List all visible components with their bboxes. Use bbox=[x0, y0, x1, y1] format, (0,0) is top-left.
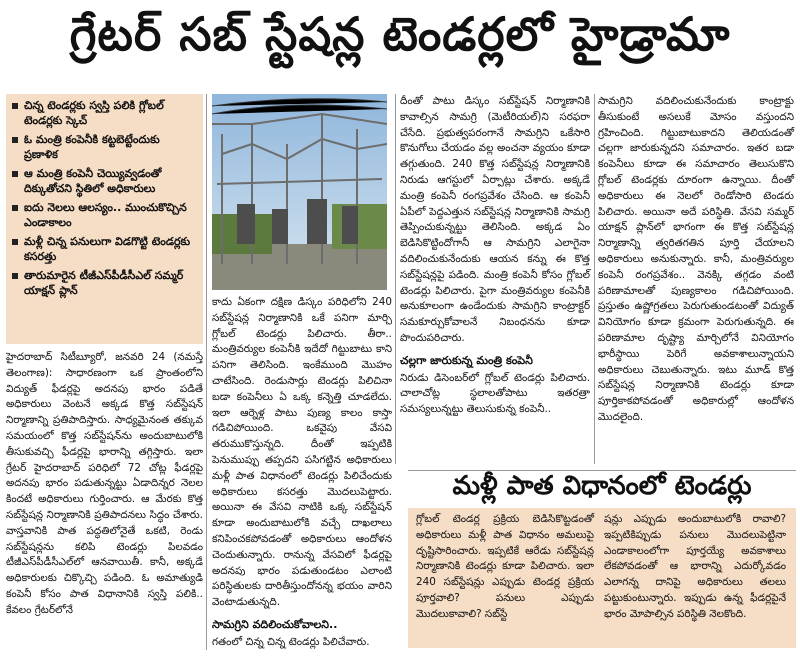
article-column-1 bbox=[6, 350, 203, 623]
substation-photo bbox=[212, 94, 387, 290]
article-paragraph: దీంతో పాటు డిస్కం సబ్‌స్టేషన్ నిర్మాణానికి కావాల్సిన సామగ్రి (మెటీరియల్)ని సరఫరా చేసేది. ప్రభుత్వపరంగానే సామగ్రిని ఒకేసారి కొనుగోలు చేయడం వల్ల అంచనా వ్యయం కూడా తగ్గుతుంది. 240 కొత్త సబ్‌స్టేషన్ల నిర్మాణానికి నిరుడు ఆగస్టులో ఏర్పాట్లు చేశారు. అక్కడే మంత్రి కంపెనీ రంగప్రవేశం చేసింది. ఆ కంపెనీ ఏపీలో పెద్దఎత్తున సబ్‌స్టేషన్ల నిర్మాణానికి సామగ్రి తెప్పించుకున్నట్టు తెలిసింది. అక్కడ ఏం బెడిసికొట్టిందోగానీ ఆ సామగ్రిని ఎలాగైనా వదిలించుకునేందుకు ఆయన కన్ను ఈ కొత్త సబ్‌స్టేషన్లపై పడింది. మంత్రి కంపెనీ కోసం గ్లోబల్ టెండర్లు పిలిచారు. పైగా మంత్రివర్యుల కంపెనీకి అనుకూలంగా ఉండేందుకు సామగ్రిని కాంట్రాక్టర్ సమకూర్చుకోవాలనే నిబంధనను కూడా పొందుపరిచారు. bbox=[400, 95, 590, 344]
subheading: సామగ్రిని వదిలించుకోవాలని.. bbox=[212, 617, 338, 631]
highlight-text: ఐదు నెలలు ఆలస్యం.. ముంచుకొచ్చిన ఎండాకాలం bbox=[24, 201, 187, 229]
bullet-icon bbox=[12, 103, 18, 109]
highlight-text: మళ్లీ చిన్న పనులుగా విడగొట్టి టెండర్లకు కసరత్తు bbox=[24, 235, 191, 263]
article-column-4 bbox=[598, 94, 794, 430]
column-divider bbox=[206, 94, 207, 650]
highlight-item bbox=[12, 98, 197, 128]
article-paragraph: సామగ్రిని వదిలించుకునేందుకు కాంట్రాక్టు తీసుకుంటే అసలుకే మోసం వస్తుందని గ్రహించింది. గిట్టుబాటుకాదని తెలియడంతో చల్లగా జారుకున్నదని సమాచారం. ఇతర బడా కంపెనీలు కూడా ఈ సమాచారం తెలుసుకొని గ్లోబల్ టెండర్లకు దూరంగా ఉన్నాయి. దీంతో అధికారులు ఈ నెలలో రెండోసారి టెండరు పిలిచారు. అయినా అదే పరిస్థితి. వేసవి సమ్మర్ యాక్షన్ ప్లాన్‌లో భాగంగా ఈ కొత్త సబ్‌స్టేషన్ల నిర్మాణాన్ని త్వరితగతిన పూర్తి చేయాలని అధికారులు అనుకున్నారు. కానీ, మంత్రివర్యుల కంపెనీ రంగప్రవేశం.. వెనక్కి తగ్గడం వంటి పరిణామాలతో పుణ్యకాలం గడిచిపోయింది. ప్రస్తుతం ఉష్ణోగ్రతలు పెరుగుతుండటంతో విద్యుత్ వినియోగం కూడా క్రమంగా పెరుగుతున్నది. ఈ పరిణామాల దృష్ట్యా మార్చిలోనే వినియోగం భారీస్థాయి పెరిగే అవకాశాలున్నాయని అధికారులు చెబుతున్నారు. ఇటు మూడ్ కొత్త సబ్‌స్టేషన్ల నిర్మాణానికి టెండర్లు కూడా పూర్తికాకపోవడంతో అధికారుల్లో ఆందోళన మొదలైంది. bbox=[598, 95, 794, 423]
article-paragraph: నిరుడు డిసెంబర్‌లో గ్లోబల్ టెండర్లు పిలిచారు. చాలాచోట్ల స్థలాలతోపాటు ఇతరత్రా సమస్యలున్నట్టు తెలుసుకున్న కంపెనీ.. bbox=[400, 371, 590, 416]
highlight-text: చిన్న టెండర్లకు స్వస్తి పలికి గ్లోబల్ టెండర్లకు స్కెచ్ bbox=[24, 99, 164, 127]
box-column-left bbox=[416, 512, 594, 627]
bullet-icon bbox=[12, 273, 18, 279]
highlight-item bbox=[12, 166, 197, 196]
highlights-box bbox=[6, 94, 203, 344]
highlight-text: ఓ మంత్రి కంపెనీకి కట్టబెట్టేందుకు ప్రణాళిక bbox=[24, 133, 160, 161]
bullet-icon bbox=[12, 137, 18, 143]
column-divider bbox=[594, 94, 595, 464]
article-paragraph: హైదరాబాద్ సిటీబ్యూరో, జనవరి 24 (నమస్తే తెలంగాణ): సాధారణంగా ఒక ప్రాంతంలోని విద్యుత్ ఫీడర్లపై అదనపు భారం పడితే అధికారులు వెంటనే అక్కడ కొత్త సబ్‌స్టేషన్ నిర్మాణాన్ని ప్రతిపాదిస్తారు. సాధ్యమైనంత తక్కువ సమయంలో కొత్త సబ్‌స్టేషన్‌ను అందుబాటులోకి తీసుకువచ్చి ఫీడర్లపై భారాన్ని తగ్గిస్తారు. ఇలా గ్రేటర్ హైదరాబాద్ పరిధిలో 72 చోట్ల ఫీడర్లపై అదనపు భారం పడుతున్నట్టు ఏడాదిన్నర నెలల కిందటే అధికారులు గుర్తించారు. ఆ మేరకు కొత్త సబ్‌స్టేషన్ల నిర్మాణానికి ప్రతిపాదనలు సిద్ధం చేశారు. వాస్తవానికి పాత పద్ధతిలోనైతే ఒకటి, రెండు సబ్‌స్టేషన్లను కలిపి టెండర్లు పిలవడం టీజీఎస్‌పీడీసీఎల్‌లో ఆనవాయితీ. కానీ, అక్కడే అధికారులకు చిక్కొచ్చి పడింది. ఓ అమాత్యుడి కంపెనీ కోసం పాత విధానానికి స్వస్తి పలికి.. కేవలం గ్రేటర్‌లోనే bbox=[6, 351, 203, 616]
subheading: చల్లగా జారుకున్న మంత్రి కంపెనీ bbox=[400, 353, 533, 367]
article-paragraph: షన్లు ఎప్పుడు అందుబాటులోకి రావాలి? ఇప్పటికిప్పుడు పనులు మొదలుపెట్టినా ఎండాకాలంలోగా పూర్తయ్యే అవకాశాలు లేకపోవడంతో ఆ భారాన్ని ఎదుర్కోవడం ఎలాగన్న దానిపై అధికారులు తలలు పట్టుకుంటున్నారు. ఇప్పుడు ఉన్న ఫీడర్లపైనే భారం మోపాల్సిన పరిస్థితి నెలకొంది. bbox=[604, 513, 786, 620]
column-divider bbox=[395, 94, 396, 464]
article-paragraph: గతంలో చిన్న చిన్న టెండర్లు పిలిచేవారు. bbox=[212, 635, 370, 648]
box-column-right bbox=[604, 512, 786, 627]
article-paragraph: కాదు ఏకంగా దక్షిణ డిస్కం పరిధిలోని 240 సబ్‌స్టేషన్ల నిర్మాణానికి ఒకే పనిగా మార్చి గ్లోబల్ టెండర్లు పిలిచారు. తీరా.. మంత్రివర్యుల కంపెనీకి ఇదేదో గిట్టుబాటు కాని పనిగా తెలిసింది. ఇంకేముంది మొహం చాటేసింది. రెండుసార్లు టెండర్లు పిలిచినా బడా కంపెనీలు ఏ ఒక్క కన్నెత్తి చూడలేదు. ఇలా ఆర్నెళ్ల పాటు పుణ్య కాలం కాస్తా గడిచిపోయింది. ఒకవైపు వేసవి తరుముకొస్తున్నది. దీంతో ఇప్పటికి పెనుముప్పు తప్పదని పసిగట్టిన అధికారులు మళ్లీ పాత విధానంలో టెండర్లు పిలిచేందుకు అధికారులు కసరత్తు మొదలుపెట్టారు. అయినా ఈ వేసవి నాటికి ఒక్క సబ్‌స్టేషన్ కూడా అందుబాటులోకి వచ్చే దాఖలాలు కనిపించకపోవడంతో అధికారులు ఆందోళన చెందుతున్నారు. రానున్న వేసవిలో ఫీడర్లపై అదనపు భారం పడుతుండటం ఎలాంటి పరిస్థితులకు దారితీస్తుందోనన్న భయం వారిని వెంటాడుతున్నది. bbox=[212, 296, 392, 609]
highlight-text: ఆ మంత్రి కంపెనీ చెయ్యివ్వడంతో దిక్కుతోచని స్థితిలో అధికారులు bbox=[24, 167, 162, 195]
highlight-item bbox=[12, 234, 197, 264]
article-paragraph: గ్లోబల్ టెండర్ల ప్రక్రియ బెడిసికొట్టడంతో అధికారులు మళ్లీ పాత విధానం అమలుపై దృష్టిసారించారు. ఇప్పటికే ఆరేడు సబ్‌స్టేషన్ల నిర్మాణానికి టెండర్లు కూడా పిలిచారు. ఇలా 240 సబ్‌స్టేషన్లు ఎప్పుడు టెండర్ల ప్రక్రియ పూర్తవాలి? పనులు ఎప్పుడు మొదలుకావాలి? సబ్‌స్టే bbox=[416, 513, 594, 620]
highlight-text: తారుమారైన టీజీఎస్‌పీడీసీఎల్ సమ్మర్ యాక్షన్ ప్లాన్ bbox=[24, 269, 184, 297]
bullet-icon bbox=[12, 205, 18, 211]
boxed-section bbox=[408, 508, 796, 648]
article-column-3 bbox=[400, 94, 590, 422]
bullet-icon bbox=[12, 239, 18, 245]
box-heading: మళ్లీ పాత విధానంలో టెండర్లు bbox=[408, 470, 796, 507]
highlight-item bbox=[12, 200, 197, 230]
headline: గ్రేటర్ సబ్ స్టేషన్ల టెండర్లలో హైడ్రామా bbox=[69, 7, 731, 61]
highlight-item bbox=[12, 132, 197, 162]
highlight-item bbox=[12, 268, 197, 298]
article-column-2 bbox=[212, 295, 392, 655]
bullet-icon bbox=[12, 171, 18, 177]
